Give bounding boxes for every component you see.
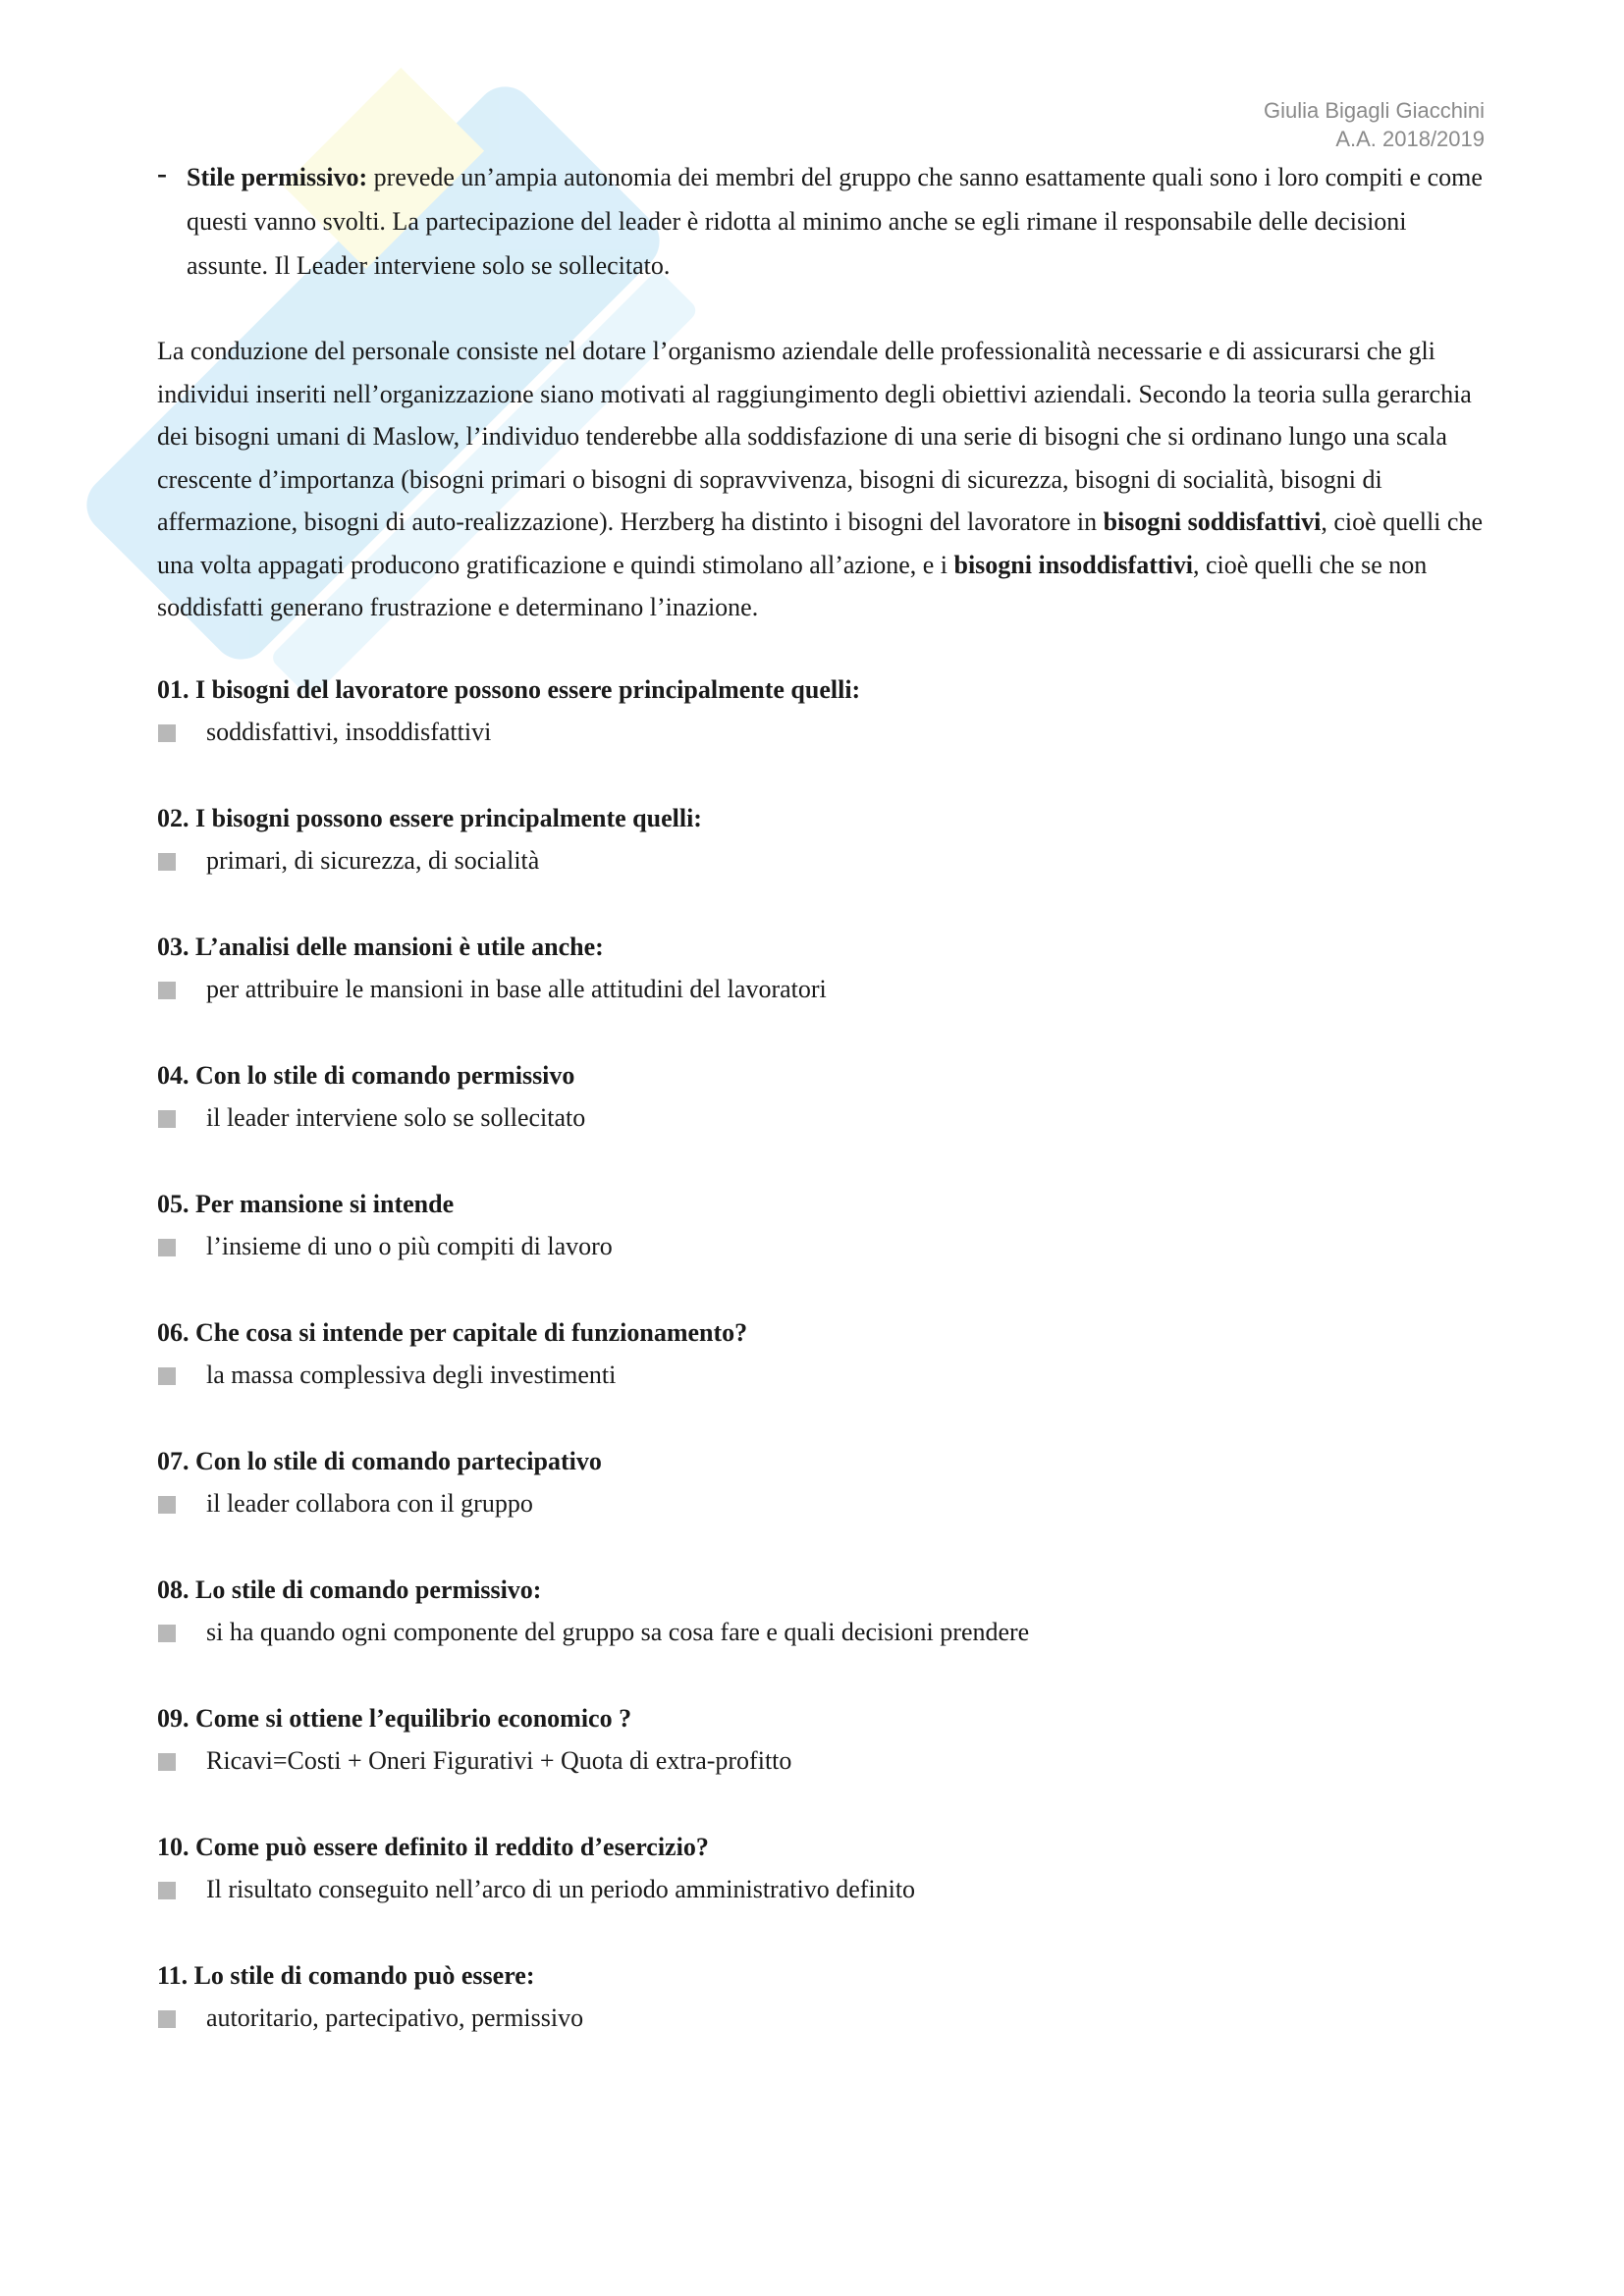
question-item [157, 1059, 1492, 1188]
question-text: 10. Come può essere definito il reddito d’esercizio? [157, 1833, 709, 1861]
checkbox-icon[interactable] [158, 1110, 176, 1128]
answer-text: la massa complessiva degli investimenti [206, 1361, 617, 1389]
question-item [157, 1831, 1492, 1959]
question-text: 02. I bisogni possono essere principalmente quelli: [157, 804, 702, 832]
checkbox-icon[interactable] [158, 1239, 176, 1256]
question-text: 09. Come si ottiene l’equilibrio economico ? [157, 1704, 632, 1733]
question-item [157, 1188, 1492, 1316]
checkbox-icon[interactable] [158, 1367, 176, 1385]
question-text: 08. Lo stile di comando permissivo: [157, 1575, 542, 1604]
checkbox-icon[interactable] [158, 853, 176, 871]
answer-option [157, 1616, 1492, 1649]
checkbox-icon[interactable] [158, 1882, 176, 1899]
question-text: 05. Per mansione si intende [157, 1190, 455, 1218]
answer-text: per attribuire le mansioni in base alle attitudini del lavoratori [206, 975, 827, 1003]
answer-option [157, 716, 1492, 749]
question-item [157, 1574, 1492, 1702]
checkbox-icon[interactable] [158, 2010, 176, 2028]
answer-option [157, 1101, 1492, 1135]
checkbox-icon[interactable] [158, 982, 176, 999]
answer-option [157, 1230, 1492, 1263]
bullet-dash: - [157, 157, 167, 189]
checkbox-icon[interactable] [158, 1625, 176, 1642]
question-item [157, 1702, 1492, 1831]
question-item [157, 1445, 1492, 1574]
checkbox-icon[interactable] [158, 1753, 176, 1771]
header-year: A.A. 2018/2019 [1335, 127, 1485, 151]
bullet-term: Stile permissivo: [187, 163, 368, 191]
question-text: 11. Lo stile di comando può essere: [157, 1961, 535, 1990]
answer-option [157, 1359, 1492, 1392]
paragraph-bold-2: bisogni insoddisfattivi [953, 550, 1193, 579]
checkbox-icon[interactable] [158, 724, 176, 742]
question-list [157, 673, 1492, 2088]
answer-text: Ricavi=Costi + Oneri Figurativi + Quota di extra-profitto [206, 1746, 792, 1775]
answer-text: Il risultato conseguito nell’arco di un periodo amministrativo definito [206, 1875, 916, 1903]
paragraph-text-3: , cioè quelli che se non soddisfatti generano frustrazione e determinano l’inazione. [157, 550, 1428, 621]
question-text: 03. L’analisi delle mansioni è utile anche: [157, 933, 604, 961]
question-item [157, 1316, 1492, 1445]
bullet-text [187, 155, 1483, 288]
answer-text: il leader collabora con il gruppo [206, 1489, 533, 1518]
answer-option [157, 2002, 1492, 2035]
paragraph-text-1: La conduzione del personale consiste nel dotare l’organismo aziendale delle professionalità necessarie e di assicurarsi che gli individui inseriti nell’organizzazione siano motivati al raggiungimento degli obiettivi aziendali. Secondo la teoria sulla gerarchia dei bisogni umani di Maslow, l’individuo tenderebbe alla soddisfazione di una serie di bisogni che si ordinano lungo una scala crescente d’importanza (bisogni primari o bisogni di sopravvivenza, bisogni di sicurezza, bisogni di socialità, bisogni di affermazione, bisogni di auto-realizzazione). Herzberg ha distinto i bisogni del lavoratore in [157, 337, 1472, 536]
answer-text: primari, di sicurezza, di socialità [206, 846, 540, 875]
header-author: Giulia Bigagli Giacchini [1264, 98, 1485, 123]
checkbox-icon[interactable] [158, 1496, 176, 1514]
paragraph-bold-1: bisogni soddisfattivi [1103, 507, 1322, 536]
answer-option [157, 973, 1492, 1006]
answer-text: l’insieme di uno o più compiti di lavoro [206, 1232, 613, 1260]
answer-text: il leader interviene solo se sollecitato [206, 1103, 586, 1132]
question-item [157, 673, 1492, 802]
body-paragraph [157, 330, 1492, 629]
answer-text: si ha quando ogni componente del gruppo sa cosa fare e quali decisioni prendere [206, 1618, 1030, 1646]
page-header [1264, 96, 1485, 153]
question-item [157, 1959, 1492, 2088]
answer-option [157, 1744, 1492, 1778]
question-item [157, 931, 1492, 1059]
answer-option [157, 1487, 1492, 1521]
question-text: 07. Con lo stile di comando partecipativo [157, 1447, 602, 1475]
question-item [157, 802, 1492, 931]
answer-text: soddisfattivi, insoddisfattivi [206, 718, 492, 746]
question-text: 06. Che cosa si intende per capitale di funzionamento? [157, 1318, 748, 1347]
bullet-permissive-style [157, 155, 1483, 288]
paragraph-text-2: , cioè quelli che una volta appagati producono gratificazione e quindi stimolano all’azione, e i [157, 507, 1483, 579]
answer-text: autoritario, partecipativo, permissivo [206, 2003, 584, 2032]
question-text: 04. Con lo stile di comando permissivo [157, 1061, 575, 1090]
answer-option [157, 844, 1492, 878]
question-text: 01. I bisogni del lavoratore possono essere principalmente quelli: [157, 675, 861, 704]
answer-option [157, 1873, 1492, 1906]
bullet-description: prevede un’ampia autonomia dei membri del gruppo che sanno esattamente quali sono i loro compiti e come questi vanno svolti. La partecipazione del leader è ridotta al minimo anche se egli rimane il responsabile delle decisioni assunte. Il Leader interviene solo se sollecitato. [187, 163, 1483, 280]
